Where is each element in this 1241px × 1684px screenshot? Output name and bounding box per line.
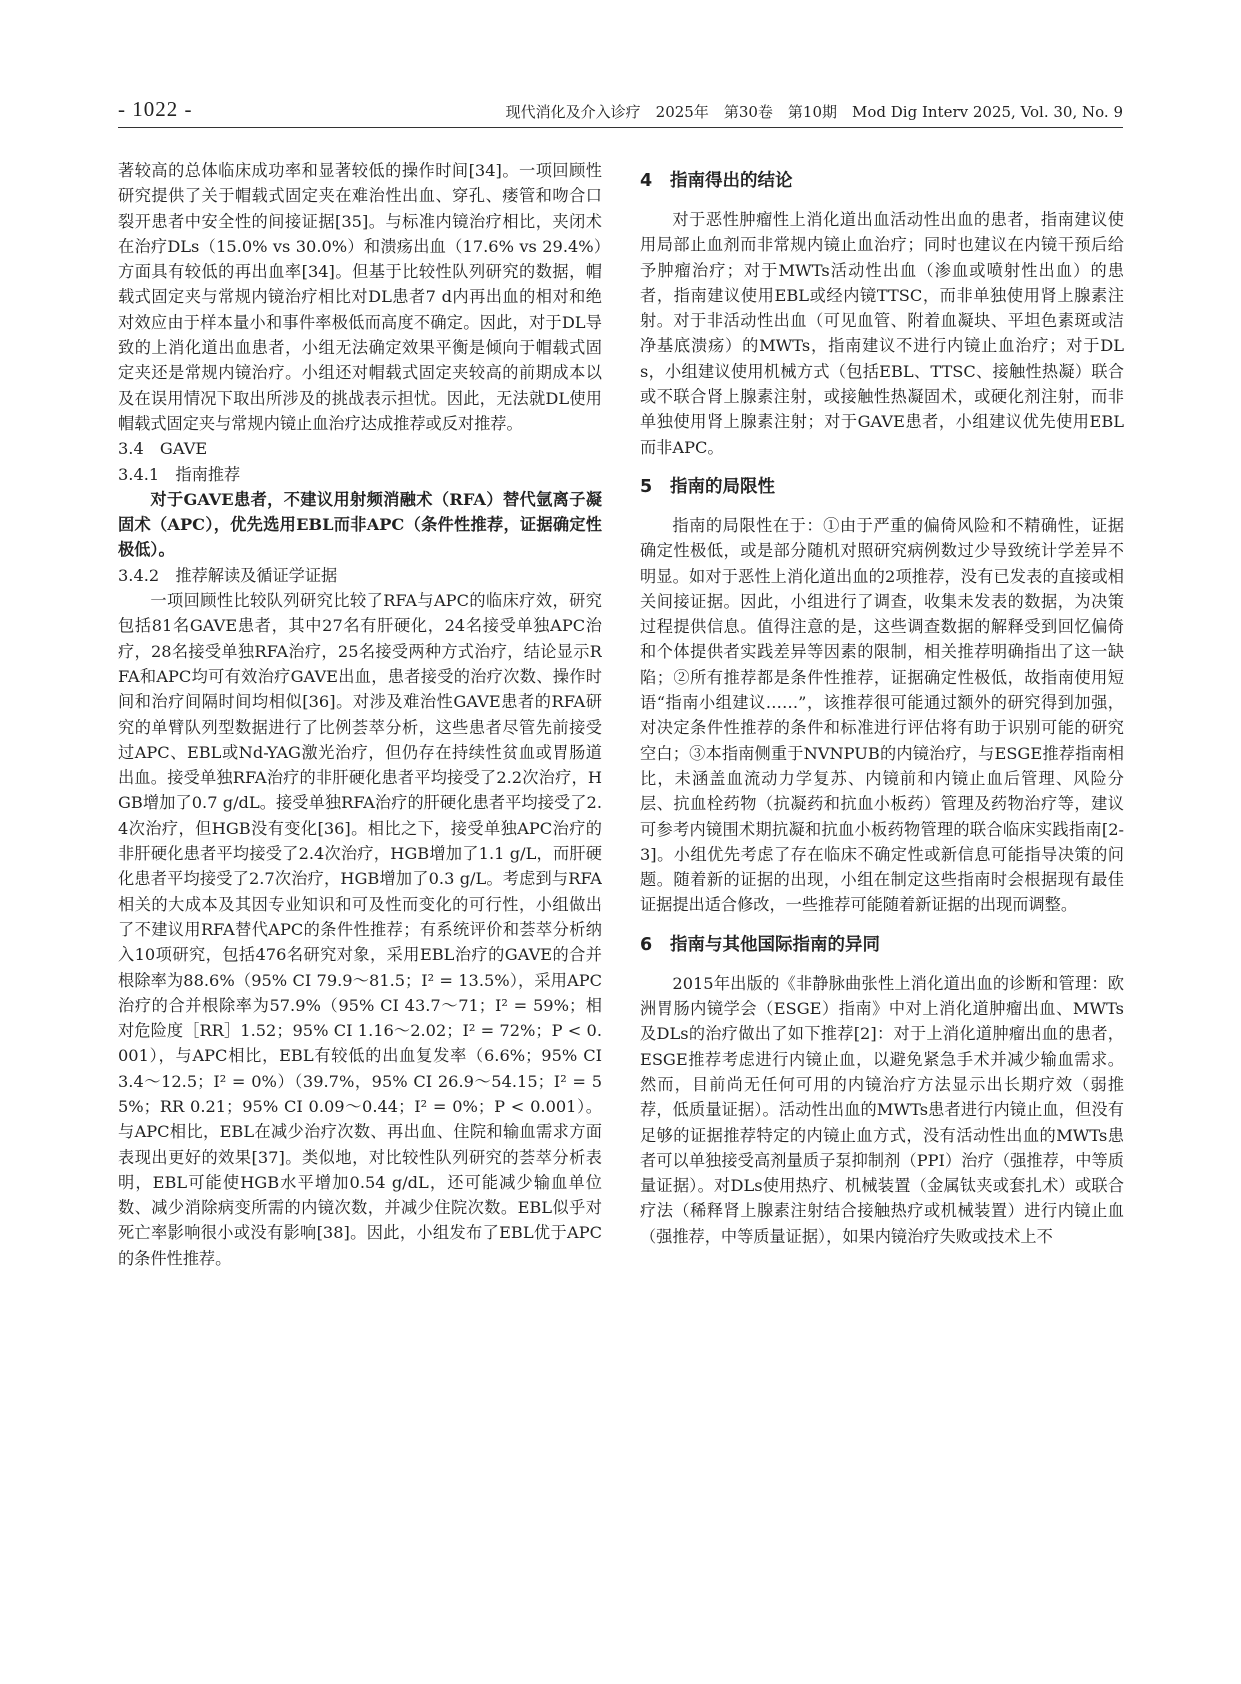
right-column bbox=[640, 158, 1124, 1638]
heading-3-4-1: 3.4.1 指南推荐 bbox=[118, 464, 241, 484]
paragraph-gave-evidence: 一项回顾性比较队列研究比较了RFA与APC的临床疗效，研究包括81名GAVE患者，其中27名有肝硬化，24名接受单独APC治疗，28名接受单独RFA治疗，25名接受两种方式治疗，结论显示RFA和APC均可有效治疗GAVE出血，患者接受的治疗次数、操作时间和治疗间隔时间均相似[36]。对涉及难治性GAVE患者的RFA研究的单臂队列型数据进行了比例荟萃分析，这些患者尽管先前接受过APC、EBL或Nd-YAG激光治疗，但仍存在持续性贫血或胃肠道出血。接受单独RFA治疗的非肝硬化患者平均接受了2.2次治疗，HGB增加了0.7 g/dL。接受单独RFA治疗的肝硬化患者平均接受了2.4次治疗，但HGB没有变化[36]。相比之下，接受单独APC治疗的非肝硬化患者平均接受了2.4次治疗，HGB增加了1.1 g/L，而肝硬化患者平均接受了2.7次治疗，HGB增加了0.3 g/L。考虑到与RFA相关的大成本及其因专业知识和可及性而变化的可行性，小组做出了不建议用RFA替代APC的条件性推荐；有系统评价和荟萃分析纳入10项研究，包括476名研究对象，采用EBL治疗的GAVE的合并根除率为88.6%（95% CI 79.9～81.5；I² = 13.5%），采用APC治疗的合并根除率为57.9%（95% CI 43.7～71；I² = 59%；相对危险度［RR］1.52；95% CI 1.16～2.02；I² = 72%；P < 0.001），与APC相比，EBL有较低的出血复发率（6.6%；95% CI 3.4～12.5；I² = 0%）（39.7%，95% CI 26.9～54.15；I² = 55%；RR 0.21；95% CI 0.09～0.44；I² = 0%；P < 0.001）。与APC相比，EBL在减少治疗次数、再出血、住院和输血需求方面表现出更好的效果[37]。类似地，对比较性队列研究的荟萃分析表明，EBL可能使HGB水平增加0.54 g/dL，还可能减少输血单位数、减少消除病变所需的内镜次数，并减少住院次数。EBL似乎对死亡率影响很小或没有影响[38]。因此，小组发布了EBL优于APC的条件性推荐。 bbox=[118, 591, 602, 1268]
running-header bbox=[118, 97, 1123, 127]
section-5-number: 5 bbox=[640, 476, 653, 497]
heading-3-4-2: 3.4.2 推荐解读及循证学证据 bbox=[118, 565, 338, 585]
paragraph-limitations: 指南的局限性在于：①由于严重的偏倚风险和不精确性，证据确定性极低，或是部分随机对照研究病例数过少导致统计学差异不明显。如对于恶性上消化道出血的2项推荐，没有已发表的直接或相关间接证据。因此，小组进行了调查，收集未发表的数据，为决策过程提供信息。值得注意的是，这些调查数据的解释受到回忆偏倚和个体提供者实践差异等因素的限制，相关推荐明确指出了这一缺陷；②所有推荐都是条件性推荐，证据确定性极低，故指南使用短语“指南小组建议……”，该推荐很可能通过额外的研究得到加强，对决定条件性推荐的条件和标准进行评估将有助于识别可能的研究空白；③本指南侧重于NVNPUB的内镜治疗，与ESGE推荐指南相比，未涵盖血流动力学复苏、内镜前和内镜止血后管理、风险分层、抗血栓药物（抗凝药和抗血小板药）管理及药物治疗等，建议可参考内镜围术期抗凝和抗血小板药物管理的联合临床实践指南[2-3]。小组优先考虑了存在临床不确定性或新信息可能指导决策的问题。随着新的证据的出现，小组在制定这些指南时会根据现有最佳证据提出适合修改，一些推荐可能随着新证据的出现而调整。 bbox=[640, 515, 1124, 915]
recommendation-gave: 对于GAVE患者，不建议用射频消融术（RFA）替代氩离子凝固术（APC），优先选用EBL而非APC（条件性推荐，证据确定性极低）。 bbox=[118, 489, 602, 560]
left-column bbox=[118, 158, 602, 1638]
header-rule bbox=[118, 127, 1123, 128]
paragraph-comparison: 2015年出版的《非静脉曲张性上消化道出血的诊断和管理：欧洲胃肠内镜学会（ESGE）指南》中对上消化道肿瘤出血、MWTs及DLs的治疗做出了如下推荐[2]：对于上消化道肿瘤出血的患者，ESGE推荐考虑进行内镜止血，以避免紧急手术并减少输血需求。然而，目前尚无任何可用的内镜治疗方法显示出长期疗效（弱推荐，低质量证据）。活动性出血的MWTs患者进行内镜止血，但没有足够的证据推荐特定的内镜止血方式，没有活动性出血的MWTs患者可以单独接受高剂量质子泵抑制剂（PPI）治疗（强推荐，中等质量证据）。对DLs使用热疗、机械装置（金属钛夹或套扎术）或联合疗法（稀释肾上腺素注射结合接触热疗或机械装置）进行内镜止血（强推荐，中等质量证据），如果内镜治疗失败或技术上不 bbox=[640, 973, 1124, 1246]
section-4-number: 4 bbox=[640, 171, 653, 191]
section-4-title: 指南得出的结论 bbox=[670, 171, 793, 191]
section-5-title: 指南的局限性 bbox=[670, 476, 775, 497]
section-5-heading bbox=[640, 474, 1124, 500]
section-6-title: 指南与其他国际指南的异同 bbox=[670, 934, 880, 955]
section-6-number: 6 bbox=[640, 934, 653, 955]
section-4-heading bbox=[640, 168, 1124, 194]
heading-3-4: 3.4 GAVE bbox=[118, 439, 208, 459]
section-6-heading bbox=[640, 932, 1124, 958]
journal-citation: 现代消化及介入诊疗 2025年 第30卷 第10期 Mod Dig Interv 2025, Vol. 30, No. 9 bbox=[505, 103, 1123, 121]
paragraph-conclusions: 对于恶性肿瘤性上消化道出血活动性出血的患者，指南建议使用局部止血剂而非常规内镜止血治疗；同时也建议在内镜干预后给予肿瘤治疗；对于MWTs活动性出血（渗血或喷射性出血）的患者，指南建议使用EBL或经内镜TTSC，而非单独使用肾上腺素注射。对于非活动性出血（可见血管、附着血凝块、平坦色素斑或洁净基底溃疡）的MWTs，指南建议不进行内镜止血治疗；对于DLs，小组建议使用机械方式（包括EBL、TTSC、接触性热凝）联合或不联合肾上腺素注射，或接触性热凝固术，或硬化剂注射，而非单独使用肾上腺素注射；对于GAVE患者，小组建议优先使用EBL而非APC。 bbox=[640, 210, 1124, 457]
page-number: - 1022 - bbox=[118, 97, 193, 121]
paragraph-cap-clip-evidence: 著较高的总体临床成功率和显著较低的操作时间[34]。一项回顾性研究提供了关于帽载式固定夹在难治性出血、穿孔、瘘管和吻合口裂开患者中安全性的间接证据[35]。与标准内镜治疗相比，夹闭术在治疗DLs（15.0% vs 30.0%）和溃疡出血（17.6% vs 29.4%）方面具有较低的再出血率[34]。但基于比较性队列研究的数据，帽载式固定夹与常规内镜治疗相比对DL患者7 d内再出血的相对和绝对效应由于样本量小和事件率极低而高度不确定。因此，对于DL导致的上消化道出血患者，小组无法确定效果平衡是倾向于帽载式固定夹还是常规内镜治疗。小组还对帽载式固定夹较高的前期成本以及在误用情况下取出所涉及的挑战表示担忧。因此，无法就DL使用帽载式固定夹与常规内镜止血治疗达成推荐或反对推荐。 bbox=[118, 161, 602, 433]
